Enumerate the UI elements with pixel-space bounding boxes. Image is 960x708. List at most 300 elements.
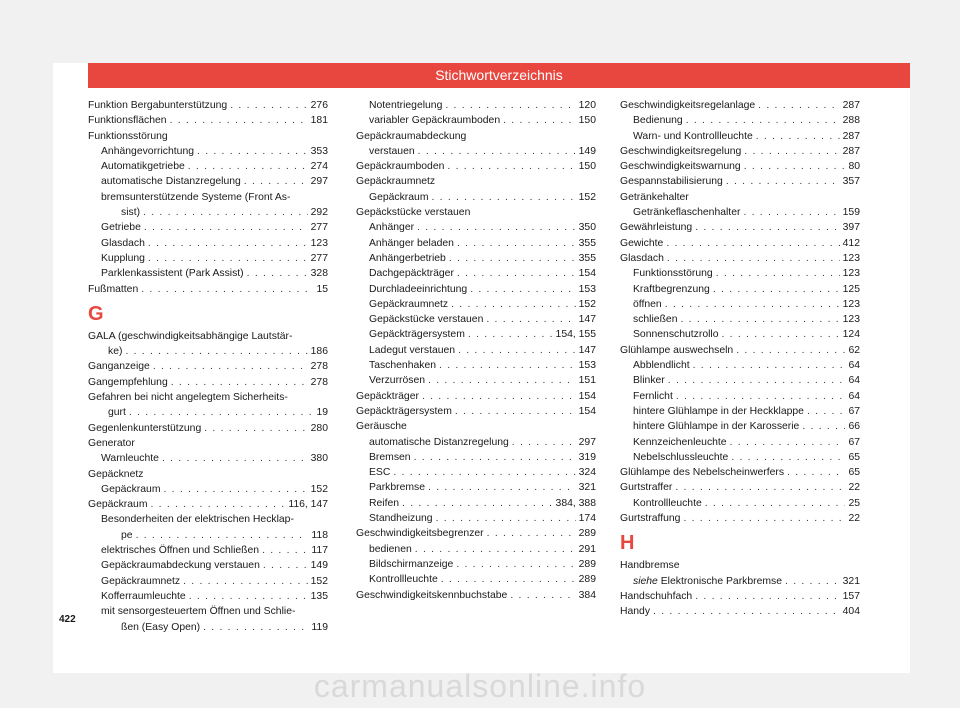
entry-label: Verzurrösen (369, 375, 426, 387)
page-reference: 154 (578, 268, 596, 280)
entry-line (101, 574, 328, 589)
dot-leader (736, 343, 845, 358)
entry-line (369, 236, 596, 251)
entry-line (369, 220, 596, 235)
dot-leader (457, 266, 576, 281)
dot-leader (431, 190, 575, 205)
page-reference: 152 (310, 575, 328, 587)
page-reference: 123 (842, 298, 860, 310)
index-subentry (356, 572, 596, 587)
index-subentry (88, 451, 328, 466)
entry-label: ke) (108, 346, 123, 358)
index-entry (88, 436, 328, 451)
entry-label: Gepäckstücke verstauen (356, 207, 471, 219)
entry-label: Kontrollleuchte (369, 574, 438, 586)
page-reference: 384, 388 (555, 497, 596, 509)
page-reference: 151 (578, 375, 596, 387)
entry-line (620, 174, 860, 189)
entry-label: Abblendlicht (633, 360, 690, 372)
dot-leader (666, 236, 839, 251)
entry-label: Anhänger (369, 222, 415, 234)
dot-leader (744, 144, 839, 159)
index-subentry (356, 282, 596, 297)
index-subentry (356, 450, 596, 465)
entry-label: Glühlampe auswechseln (620, 344, 734, 356)
index-subentry (356, 113, 596, 128)
dot-leader (402, 496, 553, 511)
entry-line (101, 236, 328, 251)
entry-line (356, 526, 596, 541)
index-subentry (356, 557, 596, 572)
page-reference: 404 (842, 606, 860, 618)
page-reference: 154 (578, 390, 596, 402)
dot-leader (143, 205, 308, 220)
page-reference: 119 (311, 621, 328, 633)
entry-label: öffnen (633, 298, 662, 310)
dot-leader (675, 480, 845, 495)
entry-line (356, 389, 596, 404)
page-reference: 149 (310, 560, 328, 572)
entry-line (369, 435, 596, 450)
page-reference: 321 (842, 575, 860, 587)
entry-line (369, 511, 596, 526)
dot-leader (393, 465, 575, 480)
entry-label: Warn- und Kontrollleuchte (633, 130, 753, 142)
entry-line (620, 236, 860, 251)
entry-line (633, 113, 860, 128)
entry-line (620, 589, 860, 604)
dot-leader (487, 526, 576, 541)
page-reference: 380 (310, 453, 328, 465)
entry-label: ßen (Easy Open) (121, 621, 201, 633)
index-subentry (88, 558, 328, 573)
dot-leader (163, 482, 307, 497)
page-reference: 149 (578, 145, 596, 157)
page-reference: 321 (578, 482, 596, 494)
entry-line (101, 482, 328, 497)
entry-label: Glasdach (620, 252, 664, 264)
dot-leader (667, 251, 840, 266)
dot-leader (125, 344, 307, 359)
page-reference: 67 (848, 436, 860, 448)
index-subentry (356, 542, 596, 557)
entry-line (369, 465, 596, 480)
page-reference: 124 (842, 329, 860, 341)
dot-leader (188, 159, 308, 174)
entry-line (369, 144, 596, 159)
index-subentry (356, 251, 596, 266)
page-reference: 153 (578, 283, 596, 295)
page-reference: 328 (310, 268, 328, 280)
entry-label: Gepäckraumnetz (101, 575, 181, 587)
entry-label: Anhänger beladen (369, 237, 454, 249)
index-subentry (356, 312, 596, 327)
entry-label: Gegenlenkunterstützung (88, 422, 202, 434)
page-reference: 147 (578, 314, 596, 326)
dot-leader (503, 113, 576, 128)
index-subentry (356, 480, 596, 495)
page-reference: 181 (310, 115, 328, 127)
dot-leader (262, 543, 308, 558)
dot-leader (458, 343, 576, 358)
entry-label: Gepäckraumnetz (369, 298, 449, 310)
index-subentry (620, 205, 860, 220)
entry-label: Glasdach (101, 237, 145, 249)
entry-line (369, 572, 596, 587)
dot-leader (785, 574, 840, 589)
dot-leader (428, 373, 576, 388)
page-reference: 324 (578, 467, 596, 479)
entry-line (101, 620, 328, 635)
index-subentry (356, 98, 596, 113)
index-entry (620, 558, 860, 573)
dot-leader (417, 220, 576, 235)
entry-label: Geschwindigkeitsregelanlage (620, 100, 756, 111)
entry-label: automatische Distanzregelung (101, 176, 241, 188)
page-reference: 297 (578, 436, 596, 448)
entry-line (356, 159, 596, 174)
index-subentry (88, 190, 328, 221)
index-subentry (356, 343, 596, 358)
page-reference: 67 (848, 405, 860, 417)
index-entry (356, 419, 596, 434)
entry-line (356, 588, 596, 603)
index-entry (88, 359, 328, 374)
entry-line (101, 528, 328, 543)
index-entry (620, 236, 860, 251)
index-subentry (88, 266, 328, 281)
entry-label: Nebelschlussleuchte (633, 451, 729, 463)
index-subentry (356, 511, 596, 526)
index-subentry (356, 327, 596, 342)
entry-label: Standheizung (369, 513, 433, 525)
entry-line (633, 358, 860, 373)
dot-leader (456, 557, 575, 572)
entry-line (633, 282, 860, 297)
entry-label: bremsunterstützende Systeme (Front As- (101, 191, 291, 203)
entry-label: Gepäckraum (369, 191, 429, 203)
entry-label: Gespannstabilisierung (620, 176, 723, 188)
index-entry (356, 588, 596, 603)
dot-leader (693, 358, 846, 373)
dot-leader (129, 405, 314, 420)
dot-leader (726, 174, 840, 189)
page-reference: 118 (311, 529, 328, 541)
page-reference: 174 (578, 513, 596, 525)
entry-label: Gepäckstücke verstauen (369, 314, 484, 326)
index-subentry (356, 220, 596, 235)
index-entry (88, 375, 328, 390)
entry-label: variabler Gepäckraumboden (369, 115, 501, 127)
page-reference: 152 (578, 191, 596, 203)
entry-label: Glühlampe des Nebelscheinwerfers (620, 467, 785, 479)
entry-line (101, 174, 328, 189)
index-subentry (356, 496, 596, 511)
dot-leader (415, 542, 576, 557)
entry-line (101, 220, 328, 235)
page-reference: 147 (578, 344, 596, 356)
page-reference: 289 (578, 574, 596, 586)
page-reference: 117 (311, 545, 328, 557)
entry-line (620, 480, 860, 495)
entry-label: Dachgepäckträger (369, 268, 454, 280)
dot-leader (468, 327, 553, 342)
entry-label: Gepäckträger (356, 390, 419, 402)
page-reference: 287 (842, 100, 860, 111)
index-entry (620, 144, 860, 159)
dot-leader (148, 236, 308, 251)
entry-label: Gepäckraumboden (356, 161, 445, 173)
entry-label: Handschuhfach (620, 590, 693, 602)
dot-leader (418, 144, 576, 159)
entry-label: Blinker (633, 375, 665, 387)
index-entry (88, 113, 328, 128)
index-subentry (620, 496, 860, 511)
index-entry (620, 220, 860, 235)
entry-line (101, 266, 328, 281)
dot-leader (713, 282, 840, 297)
entry-line (620, 159, 860, 174)
index-subentry (356, 144, 596, 159)
index-entry (88, 421, 328, 436)
dot-leader (457, 236, 576, 251)
entry-label: Kennzeichenleuchte (633, 436, 727, 448)
page-reference: 150 (578, 161, 596, 173)
entry-line (633, 419, 860, 434)
page-reference: 15 (316, 283, 328, 295)
page-reference: 154, 155 (555, 329, 596, 341)
section-letter: G (88, 302, 104, 325)
page-reference: 152 (578, 298, 596, 310)
entry-line (633, 129, 860, 144)
entry-line (88, 405, 328, 420)
entry-label: Handbremse (620, 560, 680, 572)
dot-leader (263, 558, 308, 573)
entry-label: hintere Glühlampe in der Heckklappe (633, 405, 804, 417)
entry-label: Gurtstraffer (620, 482, 673, 494)
index-entry (356, 174, 596, 189)
entry-label: Taschenhaken (369, 360, 437, 372)
index-entry (356, 389, 596, 404)
dot-leader (422, 389, 576, 404)
entry-label: sist) (121, 207, 141, 219)
entry-label: Durchladeeinrichtung (369, 283, 468, 295)
entry-label: Fußmatten (88, 283, 139, 295)
index-column-2 (356, 98, 596, 603)
page-reference: 123 (842, 252, 860, 264)
entry-label: Bedienung (633, 115, 683, 127)
index-subentry (88, 604, 328, 635)
dot-leader (680, 312, 839, 327)
index-subentry (88, 174, 328, 189)
entry-line (369, 297, 596, 312)
index-subentry (620, 389, 860, 404)
entry-line (101, 159, 328, 174)
index-entry (620, 98, 860, 113)
index-subentry (620, 574, 860, 589)
page-reference: 353 (310, 145, 328, 157)
dot-leader (428, 480, 576, 495)
page-reference: 292 (310, 207, 328, 219)
page-reference: 154 (578, 405, 596, 417)
entry-label: Gefahren bei nicht angelegtem Sicherheits- (88, 392, 288, 404)
entry-line (620, 220, 860, 235)
page-reference: 150 (578, 115, 596, 127)
watermark: carmanualsonline.info (313, 668, 647, 704)
page-reference: 278 (310, 376, 328, 388)
dot-leader (447, 159, 575, 174)
entry-label: mit sensorgesteuertem Öffnen und Schlie- (101, 606, 296, 618)
entry-line (101, 144, 328, 159)
index-entry (356, 404, 596, 419)
index-subentry (88, 220, 328, 235)
index-subentry (620, 282, 860, 297)
entry-label: Geschwindigkeitswarnung (620, 161, 741, 173)
index-entry (356, 205, 596, 220)
dot-leader (512, 435, 576, 450)
index-subentry (356, 236, 596, 251)
entry-line (633, 574, 860, 589)
dot-leader (455, 404, 576, 419)
index-subentry (356, 465, 596, 480)
entry-line (101, 251, 328, 266)
entry-line (633, 450, 860, 465)
entry-line (633, 389, 860, 404)
index-entry (620, 159, 860, 174)
entry-line (620, 465, 860, 480)
dot-leader (203, 620, 308, 635)
entry-label: Kofferraumleuchte (101, 590, 186, 602)
page-reference: 116, 147 (288, 499, 328, 511)
index-subentry (620, 297, 860, 312)
page-reference: 384 (578, 589, 596, 601)
entry-label: Parklenkassistent (Park Assist) (101, 268, 244, 280)
entry-label: Ganganzeige (88, 361, 150, 373)
dot-leader (802, 419, 845, 434)
entry-line (88, 344, 328, 359)
page-reference: 186 (310, 346, 328, 358)
entry-line (369, 450, 596, 465)
entry-label: Gewichte (620, 237, 664, 249)
entry-label: Parkbremse (369, 482, 426, 494)
dot-leader (744, 159, 846, 174)
entry-line (369, 327, 596, 342)
page-reference: 277 (310, 222, 328, 234)
entry-label: Generator (88, 437, 135, 449)
entry-label: Elektronische Parkbremse (660, 575, 783, 587)
index-entry (620, 604, 860, 619)
entry-line (633, 496, 860, 511)
entry-line (633, 435, 860, 450)
index-subentry (88, 589, 328, 604)
index-subentry (620, 435, 860, 450)
entry-line (88, 113, 328, 128)
dot-leader (722, 327, 840, 342)
entry-line (101, 558, 328, 573)
dot-leader (183, 574, 308, 589)
entry-line (369, 358, 596, 373)
entry-label: Gangempfehlung (88, 376, 168, 388)
entry-label: Gepäcknetz (88, 468, 144, 480)
dot-leader (686, 113, 840, 128)
page-reference: 25 (848, 497, 860, 509)
entry-label: Geschwindigkeitsbegrenzer (356, 528, 484, 540)
dot-leader (676, 389, 846, 404)
entry-line (101, 543, 328, 558)
entry-line (369, 343, 596, 358)
entry-line (633, 205, 860, 220)
page-reference: 153 (578, 360, 596, 372)
entry-line (88, 375, 328, 390)
entry-label: Gepäckraumabdeckung verstauen (101, 560, 260, 572)
dot-leader (144, 220, 308, 235)
page-reference: 123 (310, 237, 328, 249)
page-reference: 66 (848, 421, 860, 433)
dot-leader (787, 465, 845, 480)
page-reference: 64 (848, 360, 860, 372)
entry-label: Funktionsstörung (88, 130, 168, 142)
entry-line (633, 327, 860, 342)
index-subentry (620, 358, 860, 373)
entry-line (620, 251, 860, 266)
dot-leader (197, 144, 308, 159)
entry-line (369, 98, 596, 113)
dot-leader (445, 98, 575, 113)
index-entry (620, 465, 860, 480)
index-subentry (88, 144, 328, 159)
index-entry (620, 251, 860, 266)
index-entry (620, 589, 860, 604)
dot-leader (730, 435, 846, 450)
entry-label: Bildschirmanzeige (369, 558, 454, 570)
index-column-1 (88, 98, 328, 635)
page-reference: 120 (578, 100, 596, 111)
entry-label: Kupplung (101, 252, 145, 264)
entry-label: Kontrollleuchte (633, 497, 702, 509)
entry-label: Reifen (369, 497, 400, 509)
entry-line (369, 496, 596, 511)
entry-line (88, 98, 328, 113)
index-subentry (88, 236, 328, 251)
page-reference: 289 (578, 558, 596, 570)
entry-line (369, 312, 596, 327)
dot-leader (470, 282, 575, 297)
page-reference: 123 (842, 268, 860, 280)
page-reference: 357 (842, 176, 860, 188)
entry-label: Funktionsstörung (633, 268, 713, 280)
entry-label: gurt (108, 407, 126, 419)
see-reference: siehe (633, 575, 658, 587)
index-subentry (88, 159, 328, 174)
dot-leader (451, 297, 576, 312)
dot-leader (153, 359, 308, 374)
index-subentry (88, 482, 328, 497)
index-entry (356, 526, 596, 541)
entry-label: Gepäckträgersystem (356, 405, 452, 417)
dot-leader (695, 220, 839, 235)
page-reference: 319 (578, 451, 596, 463)
index-entry (88, 497, 328, 512)
entry-label: Gepäckraum (88, 499, 148, 511)
entry-line (620, 511, 860, 526)
index-subentry (88, 251, 328, 266)
entry-label: Gepäckraum (101, 483, 161, 495)
dot-leader (436, 511, 576, 526)
entry-line (620, 343, 860, 358)
entry-line (88, 359, 328, 374)
page-reference: 65 (848, 467, 860, 479)
index-entry (88, 129, 328, 144)
